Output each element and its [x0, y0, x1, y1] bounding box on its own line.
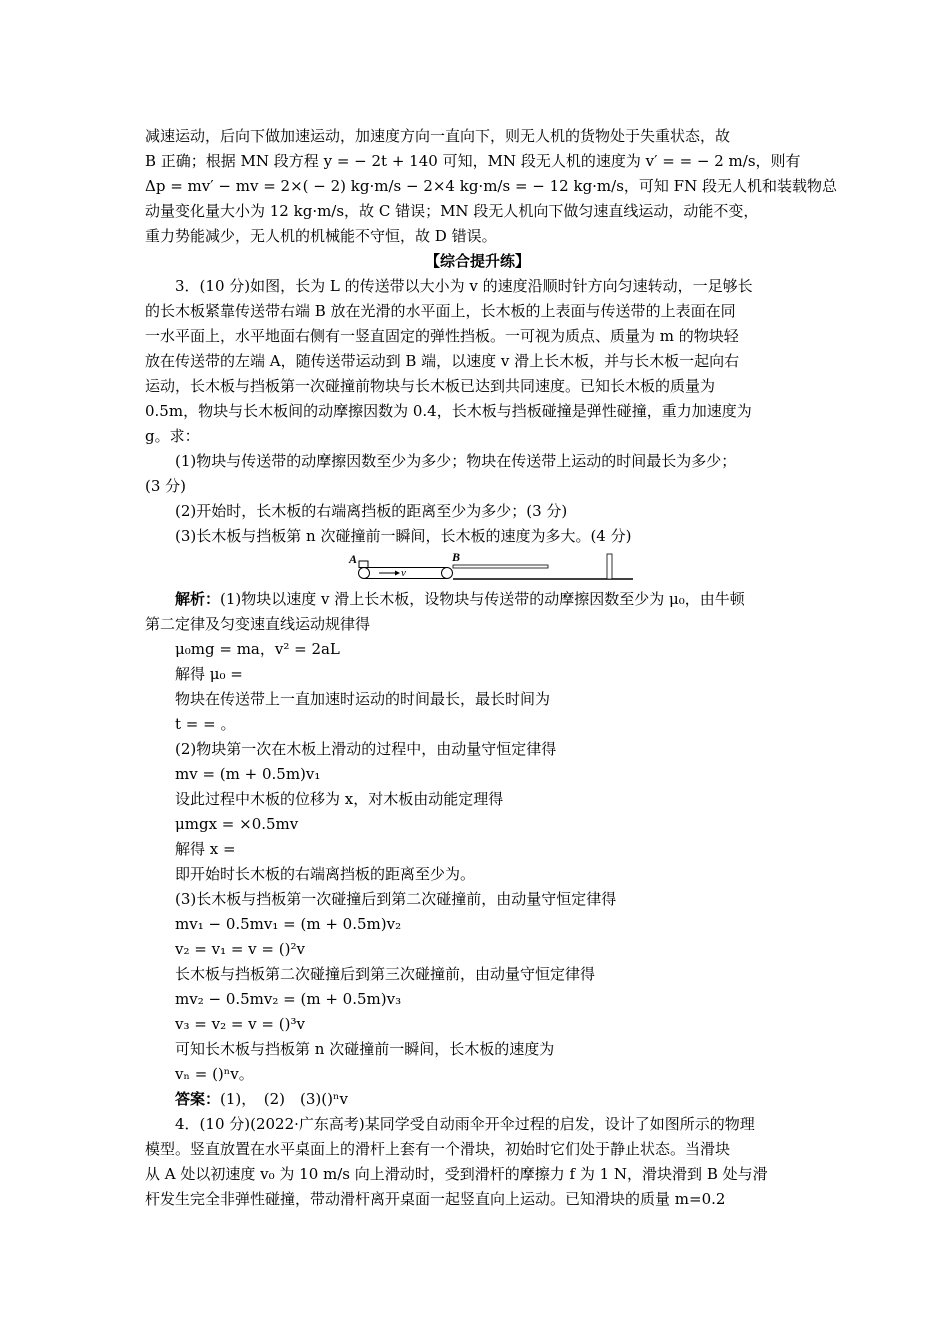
solution-label: 解析： [175, 590, 221, 608]
question-4-line: 从 A 处以初速度 v₀ 为 10 m/s 向上滑动时，受到滑杆的摩擦力 f 为 1 N，滑块滑到 B 处与滑 [145, 1165, 768, 1183]
text-line: 动量变化量大小为 12 kg·m/s，故 C 错误；MN 段无人机向下做匀速直线运动，动能不变， [145, 202, 759, 220]
solution-line: 即开始时长木板的右端离挡板的距离至少为。 [175, 865, 476, 883]
solution-line: (3)长木板与挡板第一次碰撞后到第二次碰撞前，由动量守恒定律得 [175, 890, 617, 908]
question-3-line: 放在传送带的左端 A，随传送带运动到 B 端，以速度 v 滑上长木板，并与长木板一起向右 [145, 352, 740, 370]
solution-line: mv = (m + 0.5m)v₁ [175, 765, 321, 783]
conveyor-diagram [345, 551, 635, 583]
answer-line [145, 1087, 810, 1112]
text-line: 重力势能减少，无人机的机械能不守恒，故 D 错误。 [145, 227, 497, 245]
conveyor-figure [145, 551, 810, 583]
solution-line: 设此过程中木板的位移为 x，对木板由动能定理得 [175, 790, 504, 808]
text-line: Δp = mv′ − mv = 2×( − 2) kg·m/s − 2×4 kg·m/s = − 12 kg·m/s，可知 FN 段无人机和装载物总 [145, 177, 837, 195]
solution-line: μ₀mg = ma，v² = 2aL [175, 640, 340, 658]
solution-line [145, 587, 810, 612]
question-3-line: 0.5m，物块与长木板间的动摩擦因数为 0.4，长木板与挡板碰撞是弹性碰撞，重力加速度为 [145, 402, 752, 420]
answer-label: 答案： [175, 1090, 221, 1108]
text-line: B 正确；根据 MN 段方程 y = − 2t + 140 可知，MN 段无人机的速度为 v′ = = − 2 m/s，则有 [145, 152, 801, 170]
sub-question: (3)长木板与挡板第 n 次碰撞前一瞬间，长木板的速度为多大。(4 分) [175, 527, 632, 545]
solution-line: 解得 x = [175, 840, 236, 858]
sub-question: (3 分) [145, 477, 187, 495]
label-a: A [349, 552, 358, 566]
solution-line: v₂ = v₁ = v = ()²v [175, 940, 305, 958]
label-b: B [452, 551, 461, 564]
question-3-line: 3．(10 分)如图，长为 L 的传送带以大小为 v 的速度沿顺时针方向匀速转动，一足够长 [175, 277, 753, 295]
text-line: 减速运动，后向下做加速运动，加速度方向一直向下，则无人机的货物处于失重状态，故 [145, 127, 731, 145]
left-pulley [359, 568, 370, 579]
section-title: 【综合提升练】 [424, 252, 530, 270]
question-3-line: 运动，长木板与挡板第一次碰撞前物块与长木板已达到共同速度。已知长木板的质量为 [145, 377, 716, 395]
solution-line: 可知长木板与挡板第 n 次碰撞前一瞬间，长木板的速度为 [175, 1040, 555, 1058]
solution-line: (2)物块第一次在木板上滑动的过程中，由动量守恒定律得 [175, 740, 557, 758]
solution-line: mv₂ − 0.5mv₂ = (m + 0.5m)v₃ [175, 990, 402, 1008]
question-4-line: 4．(10 分)(2022·广东高考)某同学受自动雨伞开伞过程的启发，设计了如图所示的物理 [175, 1115, 755, 1133]
solution-line: mv₁ − 0.5mv₁ = (m + 0.5m)v₂ [175, 915, 402, 933]
solution-line: μmgx = ×0.5mv [175, 815, 299, 833]
solution-line: v₃ = v₂ = v = ()³v [175, 1015, 305, 1033]
solution-line: 物块在传送带上一直加速时运动的时间最长，最长时间为 [175, 690, 551, 708]
solution-line: t = = 。 [175, 715, 236, 733]
solution-line: 解得 μ₀ = [175, 665, 243, 683]
question-3-line: 一水平面上，水平地面右侧有一竖直固定的弹性挡板。一可视为质点、质量为 m 的物块轻 [145, 327, 739, 345]
solution-line: 长木板与挡板第二次碰撞后到第三次碰撞前，由动量守恒定律得 [175, 965, 596, 983]
question-3-line: 的长木板紧靠传送带右端 B 放在光滑的水平面上，长木板的上表面与传送带的上表面在同 [145, 302, 736, 320]
right-pulley [442, 568, 453, 579]
sub-question: (1)物块与传送带的动摩擦因数至少为多少；物块在传送带上运动的时间最长为多少； [175, 452, 737, 470]
question-3-line: g。求： [145, 427, 200, 445]
velocity-arrowhead [395, 571, 400, 576]
solution-line: 第二定律及匀变速直线运动规律得 [145, 615, 371, 633]
document-page [145, 124, 837, 1212]
baffle [607, 554, 612, 579]
question-4-line: 杆发生完全非弹性碰撞，带动滑杆离开桌面一起竖直向上运动。已知滑块的质量 m=0.2 [145, 1190, 726, 1208]
solution-line: vₙ = ()ⁿv。 [175, 1065, 254, 1083]
long-board [453, 565, 548, 568]
solution-text: (1)物块以速度 v 滑上长木板，设物块与传送带的动摩擦因数至少为 μ₀，由牛顿 [220, 590, 745, 608]
label-v: v [401, 567, 406, 579]
sub-question: (2)开始时，长木板的右端离挡板的距离至少为多少；(3 分) [175, 502, 568, 520]
block [359, 561, 368, 568]
answer-text: (1)， (2) (3)()ⁿv [220, 1090, 348, 1108]
question-4-line: 模型。竖直放置在水平桌面上的滑杆上套有一个滑块，初始时它们处于静止状态。当滑块 [145, 1140, 731, 1158]
